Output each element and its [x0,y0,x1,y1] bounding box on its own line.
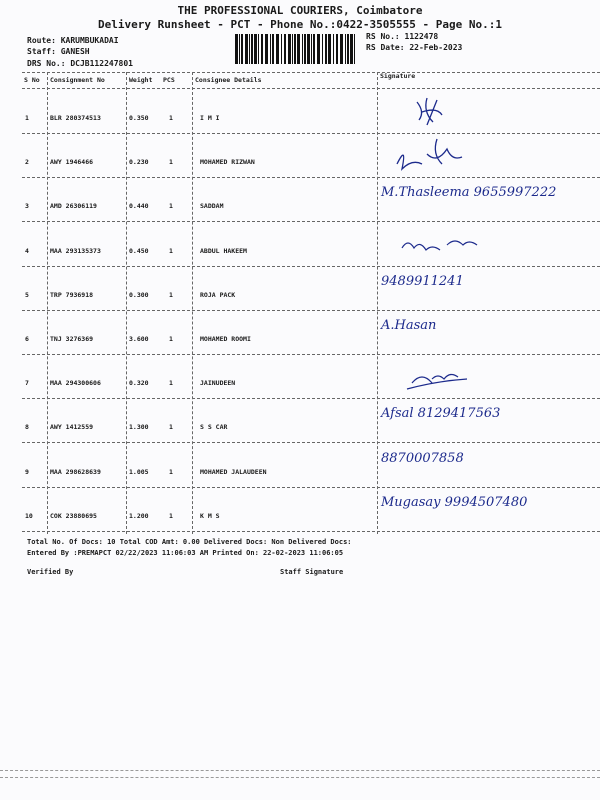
cell-consignment: AWY 1412559 [50,423,94,432]
cell-pcs: 1 [169,335,173,343]
cell-weight: 0.320 [129,379,149,388]
col-weight: Weight [129,76,153,84]
cell-pcs: 1 [169,114,173,122]
scan-artifact [0,777,600,778]
cell-consignment: TRP 7936918 [50,290,94,299]
cell-consignee: MOHAMED ROOMI [200,335,251,343]
signature-mark [377,355,577,399]
signature-mark [377,311,577,355]
drs-label: DRS No.: DCJB112247801 [27,59,133,68]
signature-stroke [377,90,577,134]
cell-weight: 0.350 [129,114,149,122]
signature-handwriting: 9489911241 [381,273,464,289]
cell-consignment: AWY 1946466 [50,158,94,167]
cell-pcs: 1 [169,158,173,167]
cell-sno: 5 [25,290,29,299]
entered-line: Entered By :PREMAPCT 02/22/2023 11:06:03 AM Printed On: 22-02-2023 11:06:05 [27,549,344,557]
signature-mark [377,399,577,443]
signature-mark [377,134,577,178]
cell-consignment: MAA 298628639 [50,467,101,476]
cell-sno: 10 [25,511,33,520]
signature-mark [377,178,577,222]
cell-sno: 6 [25,335,29,343]
col-signature: Signature [380,72,416,80]
rs-number: RS No.: 1122478 [366,32,439,41]
cell-weight: 1.005 [129,467,149,476]
verified-by: Verified By [27,568,74,576]
cell-sno: 9 [25,467,29,476]
signature-handwriting: 8870007858 [381,450,464,466]
cell-consignee: MOHAMED JALAUDEEN [200,467,267,476]
signature-mark [377,267,577,311]
cell-weight: 0.300 [129,290,149,299]
cell-consignment: AMD 26306119 [50,202,97,211]
cell-sno: 1 [25,114,29,122]
cell-sno: 8 [25,423,29,432]
col-consignment: Consignment No [50,76,105,84]
rs-date: RS Date: 22-Feb-2023 [366,43,463,52]
cell-consignment: BLR 280374513 [50,114,101,122]
cell-consignee: I M I [200,114,220,122]
cell-weight: 1.300 [129,423,149,432]
totals-line: Total No. Of Docs: 10 Total COD Amt: 0.00 Delivered Docs: Non Delivered Docs: [27,538,352,546]
cell-consignment: COK 23880695 [50,511,97,520]
cell-pcs: 1 [169,511,173,520]
cell-consignee: S S CAR [200,423,228,432]
signature-stroke [377,355,577,399]
cell-weight: 0.450 [129,246,149,255]
cell-consignee: SADDAM [200,202,224,211]
cell-consignee: ABDUL HAKEEM [200,246,247,255]
signature-handwriting: Afsal 8129417563 [381,406,501,422]
cell-consignment: MAA 294300606 [50,379,101,388]
cell-weight: 0.440 [129,202,149,211]
cell-consignee: ROJA PACK [200,290,236,299]
cell-consignee: JAINUDEEN [200,379,236,388]
cell-sno: 7 [25,379,29,388]
cell-sno: 4 [25,246,29,255]
col-consignee: Consignee Details [195,76,262,84]
signature-mark [377,488,577,532]
signature-mark [377,444,577,488]
cell-sno: 3 [25,202,29,211]
col-sno: S No [24,76,40,84]
col-pcs: PCS [163,76,175,84]
staff-label: Staff: GANESH [27,47,90,56]
staff-signature-label: Staff Signature [280,568,344,576]
cell-pcs: 1 [169,202,173,211]
cell-weight: 0.230 [129,158,149,167]
company-title: THE PROFESSIONAL COURIERS, Coimbatore [177,4,423,17]
cell-pcs: 1 [169,290,173,299]
cell-weight: 1.200 [129,511,149,520]
scan-artifact [0,770,600,771]
signature-stroke [377,134,577,178]
cell-weight: 3.600 [129,335,149,343]
signature-handwriting: A.Hasan [381,318,437,333]
barcode [235,34,357,64]
cell-consignee: MOHAMED RIZWAN [200,158,255,167]
signature-mark [377,90,577,134]
cell-sno: 2 [25,158,29,167]
signature-stroke [377,223,577,267]
cell-consignment: TNJ 3276369 [50,335,94,343]
signature-handwriting: M.Thasleema 9655997222 [381,185,557,201]
runsheet-subtitle: Delivery Runsheet - PCT - Phone No.:0422-3505555 - Page No.:1 [98,18,502,31]
cell-pcs: 1 [169,246,173,255]
cell-pcs: 1 [169,467,173,476]
cell-consignment: MAA 293135373 [50,246,101,255]
route-label: Route: KARUMBUKADAI [27,36,119,45]
cell-pcs: 1 [169,379,173,388]
signature-mark [377,223,577,267]
cell-consignee: K M S [200,511,220,520]
signature-handwriting: Mugasay 9994507480 [381,494,528,510]
cell-pcs: 1 [169,423,173,432]
